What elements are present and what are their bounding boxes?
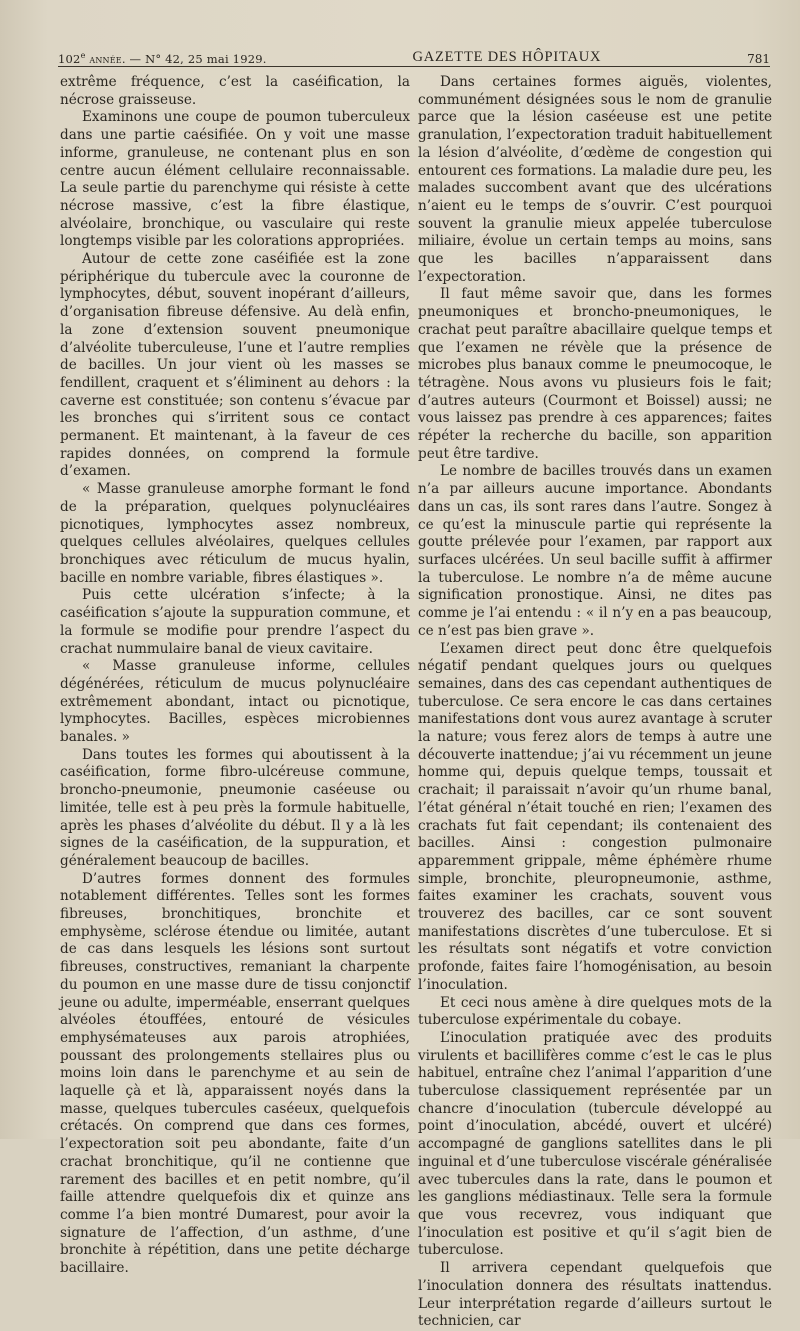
issue-year-suffix: e	[80, 51, 86, 61]
journal-title: GAZETTE DES HÔPITAUX	[412, 49, 602, 65]
paragraph: extrême fréquence, c’est la caséification, la nécrose graisseuse.	[60, 74, 410, 108]
issue-annee-label: année.	[85, 52, 126, 66]
issue-number-date: — N° 42, 25 mai 1929.	[125, 52, 267, 66]
header-rule	[58, 66, 770, 67]
paragraph: Et ceci nous amène à dire quelques mots de la tuberculose expérimentale du cobaye.	[418, 994, 772, 1029]
paragraph: L’examen direct peut donc être quelquefois négatif pendant quelques jours ou quelques semaines, dans des cas cependant authentiques de tuberculose. Ce sera encore le cas dans certaines manifestations dont vous aurez avantage à scruter la nature; vous ferez alors de temps à autre une découverte inattendue; j’ai vu récemment un jeune homme qui, depuis quelque temps, toussait et crachait; il paraissait n’avoir qu’un rhume banal, l’état général n’était touché en rien; l’examen des crachats fut fait cependant; ils contenaient des bacilles. Ainsi : congestion pulmonaire apparemment grippale, même éphémère rhume simple, bronchite, pleuropneumonie, asthme, faites examiner les crachats, souvent vous trouverez des bacilles, car ce sont souvent manifestations discrètes d’une tuberculose. Et si les résultats sont négatifs et votre conviction profonde, faites faire l’homogénisation, au besoin l’inoculation.	[418, 640, 772, 993]
paragraph: D’autres formes donnent des formules notablement différentes. Telles sont les formes fibreuses, bronchitiques, bronchite et emphysème, sclérose étendue ou limitée, autant de cas dans lesquels les lésions sont surtout fibreuses, constructives, remaniant la charpente du poumon en une masse dure de tissu conjonctif jeune ou adulte, imperméable, enserrant quelques alvéoles étouffées, entouré de vésicules emphysémateuses aux parois atrophiées, poussant des prolongements stellaires plus ou moins loin dans le parenchyme et au sein de laquelle çà et là, apparaissent noyés dans la masse, quelques tubercules caséeux, quelquefois crétacés. On comprend que dans ces formes, l’expectoration soit peu abondante, faite d’un crachat bronchitique, qu’il ne contienne que rarement des bacilles et en petit nombre, qu’il faille attendre quelquefois dix et quinze ans comme l’a bien montré Dumarest, pour avoir la signature de l’affection, d’un asthme, d’une bronchite à répétition, dans une petite décharge bacillaire.	[60, 870, 410, 1277]
paragraph: « Masse granuleuse informe, cellules dégénérées, réticulum de mucus polynucléaire extrêmement abondant, intact ou picnotique, lymphocytes. Bacilles, espèces microbiennes banales. »	[60, 658, 410, 746]
paragraph: Dans toutes les formes qui aboutissent à la caséification, forme fibro-ulcéreuse commune, broncho-pneumonie, pneumonie caséeuse ou limitée, telle est à peu près la formule habituelle, après les phases d’alvéolite du début. Il y a là les signes de la caséification, de la suppuration, et généralement beaucoup de bacilles.	[60, 746, 410, 869]
issue-year-number: 102	[58, 52, 81, 66]
issue-line	[58, 51, 267, 66]
right-column	[418, 74, 772, 1331]
paragraph: Le nombre de bacilles trouvés dans un examen n’a par ailleurs aucune importance. Abondants dans un cas, ils sont rares dans l’autre. Songez à ce qu’est la minuscule partie qui représente la goutte prélevée pour l’examen, par rapport aux surfaces ulcérées. Un seul bacille suffit à affirmer la tuberculose. Le nombre n’a de même aucune signification pronostique. Ainsi, ne dites pas comme je l’ai entendu : « il n’y en a pas beaucoup, ce n’est pas bien grave ».	[418, 463, 772, 639]
paragraph: Il arrivera cependant quelquefois que l’inoculation donnera des résultats inattendus. Leur interprétation regarde d’ailleurs surtout le technicien, car	[418, 1260, 772, 1330]
paragraph: Il faut même savoir que, dans les formes pneumoniques et broncho-pneumoniques, le crachat peut paraître abacillaire quelque temps et que l’examen ne révèle que la présence de microbes plus banaux comme le pneumocoque, le tétragène. Nous avons vu plusieurs fois le fait; d’autres auteurs (Courmont et Boissel) aussi; ne vous laissez pas prendre à ces apparences; faites répéter la recherche du bacille, son apparition peut être tardive.	[418, 286, 772, 462]
paragraph: Examinons une coupe de poumon tuberculeux dans une partie caésifiée. On y voit une masse informe, granuleuse, ne contenant plus en son centre aucun élément cellulaire reconnaissable. La seule partie du parenchyme qui résiste à cette nécrose massive, c’est la fibre élastique, alvéolaire, bronchique, ou vasculaire qui reste longtemps visible par les colorations appropriées.	[60, 109, 410, 250]
running-header	[58, 38, 770, 66]
paragraph: « Masse granuleuse amorphe formant le fond de la préparation, quelques polynucléaires picnotiques, lymphocytes assez nombreux, quelques cellules alvéolaires, quelques cellules bronchiques avec réticulum de mucus hyalin, bacille en nombre variable, fibres élastiques ».	[60, 481, 410, 586]
paragraph: Autour de cette zone caséifiée est la zone périphérique du tubercule avec la couronne de lymphocytes, début, souvent inopérant d’ailleurs, d’organisation fibreuse défensive. Au delà enfin, la zone d’extension souvent pneumonique d’alvéolite tuberculeuse, l’une et l’autre remplies de bacilles. Un jour vient où les masses se fendillent, craquent et s’éliminent au dehors : la caverne est constituée; son contenu s’évacue par les bronches qui s’irritent sous ce contact permanent. Et maintenant, à la faveur de ces rapides données, on comprend la formule d’examen.	[60, 251, 410, 480]
paragraph: Dans certaines formes aiguës, violentes, communément désignées sous le nom de granulie parce que la lésion caséeuse est une petite granulation, l’expectoration traduit habituellement la lésion d’alvéolite, d’œdème de congestion qui entourent ces formations. La maladie dure peu, les malades succombent avant que des ulcérations n’aient eu le temps de s’ouvrir. C’est pourquoi souvent la granulie mieux appelée tuberculose miliaire, évolue un certain temps au moins, sans que les bacilles n’apparaissent dans l’expectoration.	[418, 74, 772, 285]
page-number: 781	[747, 52, 770, 66]
left-column	[60, 74, 410, 1278]
paragraph: Puis cette ulcération s’infecte; à la caséification s’ajoute la suppuration commune, et la formule se modifie pour prendre l’aspect du crachat nummulaire banal de vieux cavitaire.	[60, 587, 410, 657]
paragraph: L’inoculation pratiquée avec des produits virulents et bacillifères comme c’est le cas le plus habituel, entraîne chez l’animal l’apparition d’une tuberculose classiquement représentée par un chancre d’inoculation (tubercule développé au point d’inoculation, abcédé, ouvert et ulcéré) accompagné de ganglions satellites dans le pli inguinal et d’une tuberculose viscérale généralisée avec tubercules dans la rate, dans le poumon et les ganglions médiastinaux. Telle sera la formule que vous recevrez, vous indiquant que l’inoculation est positive et qu’il s’agit bien de tuberculose.	[418, 1029, 772, 1259]
